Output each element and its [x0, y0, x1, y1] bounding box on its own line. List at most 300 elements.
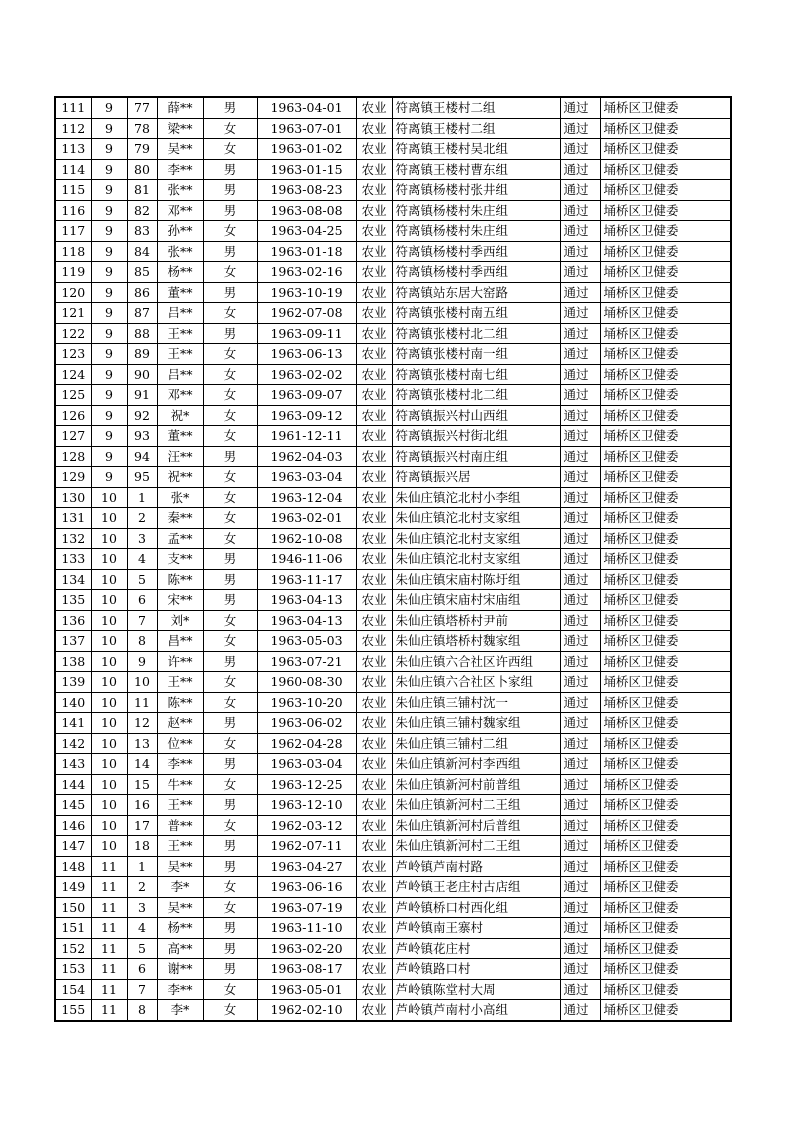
cell-row-number: 116 [55, 200, 91, 221]
cell-name: 董** [157, 282, 203, 303]
cell-department: 埇桥区卫健委 [600, 795, 731, 816]
cell-gender: 女 [203, 877, 257, 898]
cell-name: 牛** [157, 774, 203, 795]
cell-gender: 男 [203, 836, 257, 857]
table-row [55, 549, 731, 570]
cell-batch-index: 11 [127, 692, 157, 713]
cell-status: 通过 [560, 282, 600, 303]
cell-birth-date: 1963-12-10 [257, 795, 356, 816]
cell-gender: 女 [203, 631, 257, 652]
cell-household-type: 农业 [356, 426, 392, 447]
cell-address: 符离镇振兴村南庄组 [392, 446, 560, 467]
cell-department: 埇桥区卫健委 [600, 877, 731, 898]
cell-batch-number: 9 [91, 303, 127, 324]
cell-row-number: 153 [55, 959, 91, 980]
cell-birth-date: 1963-07-19 [257, 897, 356, 918]
cell-batch-index: 92 [127, 405, 157, 426]
cell-batch-index: 88 [127, 323, 157, 344]
cell-birth-date: 1962-04-28 [257, 733, 356, 754]
cell-birth-date: 1963-02-16 [257, 262, 356, 283]
cell-gender: 女 [203, 774, 257, 795]
cell-address: 朱仙庄镇六合社区卜家组 [392, 672, 560, 693]
cell-gender: 男 [203, 651, 257, 672]
cell-household-type: 农业 [356, 159, 392, 180]
cell-household-type: 农业 [356, 344, 392, 365]
table-row [55, 159, 731, 180]
table-row [55, 631, 731, 652]
cell-row-number: 134 [55, 569, 91, 590]
cell-batch-index: 78 [127, 118, 157, 139]
cell-name: 张* [157, 487, 203, 508]
cell-household-type: 农业 [356, 405, 392, 426]
cell-name: 孙** [157, 221, 203, 242]
cell-gender: 女 [203, 426, 257, 447]
cell-status: 通过 [560, 487, 600, 508]
cell-batch-index: 15 [127, 774, 157, 795]
cell-birth-date: 1963-02-01 [257, 508, 356, 529]
cell-status: 通过 [560, 344, 600, 365]
cell-household-type: 农业 [356, 364, 392, 385]
cell-gender: 男 [203, 323, 257, 344]
cell-address: 符离镇杨楼村季西组 [392, 241, 560, 262]
cell-name: 王** [157, 672, 203, 693]
cell-name: 王** [157, 323, 203, 344]
cell-batch-number: 9 [91, 262, 127, 283]
cell-birth-date: 1963-10-19 [257, 282, 356, 303]
cell-department: 埇桥区卫健委 [600, 549, 731, 570]
cell-status: 通过 [560, 446, 600, 467]
cell-row-number: 139 [55, 672, 91, 693]
cell-status: 通过 [560, 1000, 600, 1021]
cell-row-number: 120 [55, 282, 91, 303]
table-row [55, 733, 731, 754]
cell-address: 符离镇振兴村山西组 [392, 405, 560, 426]
cell-row-number: 130 [55, 487, 91, 508]
cell-department: 埇桥区卫健委 [600, 672, 731, 693]
table-row [55, 426, 731, 447]
cell-batch-index: 8 [127, 631, 157, 652]
cell-batch-number: 11 [91, 918, 127, 939]
cell-batch-index: 14 [127, 754, 157, 775]
cell-address: 符离镇振兴居 [392, 467, 560, 488]
cell-status: 通过 [560, 323, 600, 344]
cell-birth-date: 1963-08-23 [257, 180, 356, 201]
cell-batch-index: 7 [127, 610, 157, 631]
cell-name: 董** [157, 426, 203, 447]
cell-row-number: 155 [55, 1000, 91, 1021]
cell-address: 符离镇杨楼村张井组 [392, 180, 560, 201]
cell-birth-date: 1963-08-08 [257, 200, 356, 221]
cell-gender: 女 [203, 467, 257, 488]
cell-birth-date: 1963-10-20 [257, 692, 356, 713]
cell-department: 埇桥区卫健委 [600, 692, 731, 713]
cell-batch-number: 10 [91, 733, 127, 754]
cell-household-type: 农业 [356, 856, 392, 877]
cell-status: 通过 [560, 262, 600, 283]
cell-batch-index: 12 [127, 713, 157, 734]
cell-birth-date: 1961-12-11 [257, 426, 356, 447]
cell-batch-number: 9 [91, 405, 127, 426]
cell-birth-date: 1963-12-04 [257, 487, 356, 508]
table-row [55, 774, 731, 795]
table-row [55, 918, 731, 939]
table-row [55, 590, 731, 611]
cell-name: 杨** [157, 262, 203, 283]
cell-household-type: 农业 [356, 569, 392, 590]
cell-name: 吕** [157, 364, 203, 385]
cell-batch-index: 3 [127, 897, 157, 918]
cell-address: 朱仙庄镇新河村前普组 [392, 774, 560, 795]
cell-address: 符离镇张楼村南一组 [392, 344, 560, 365]
cell-address: 朱仙庄镇三铺村沈一 [392, 692, 560, 713]
cell-household-type: 农业 [356, 836, 392, 857]
cell-gender: 女 [203, 221, 257, 242]
cell-status: 通过 [560, 713, 600, 734]
cell-department: 埇桥区卫健委 [600, 508, 731, 529]
cell-batch-index: 4 [127, 918, 157, 939]
cell-row-number: 111 [55, 97, 91, 118]
cell-gender: 女 [203, 118, 257, 139]
cell-batch-index: 4 [127, 549, 157, 570]
cell-gender: 女 [203, 815, 257, 836]
cell-household-type: 农业 [356, 877, 392, 898]
cell-birth-date: 1963-09-11 [257, 323, 356, 344]
cell-birth-date: 1963-06-13 [257, 344, 356, 365]
cell-birth-date: 1962-04-03 [257, 446, 356, 467]
cell-department: 埇桥区卫健委 [600, 856, 731, 877]
cell-name: 宋** [157, 590, 203, 611]
table-row [55, 262, 731, 283]
cell-batch-number: 9 [91, 159, 127, 180]
table-row [55, 795, 731, 816]
cell-address: 朱仙庄镇沱北村小李组 [392, 487, 560, 508]
cell-household-type: 农业 [356, 959, 392, 980]
table-row [55, 118, 731, 139]
cell-address: 符离镇杨楼村朱庄组 [392, 200, 560, 221]
cell-batch-number: 9 [91, 344, 127, 365]
cell-batch-number: 10 [91, 672, 127, 693]
cell-household-type: 农业 [356, 918, 392, 939]
cell-department: 埇桥区卫健委 [600, 713, 731, 734]
cell-name: 支** [157, 549, 203, 570]
cell-row-number: 128 [55, 446, 91, 467]
cell-gender: 男 [203, 241, 257, 262]
cell-row-number: 151 [55, 918, 91, 939]
table-row [55, 200, 731, 221]
cell-gender: 男 [203, 590, 257, 611]
cell-batch-index: 94 [127, 446, 157, 467]
cell-name: 邓** [157, 200, 203, 221]
cell-batch-number: 10 [91, 549, 127, 570]
cell-name: 昌** [157, 631, 203, 652]
cell-department: 埇桥区卫健委 [600, 426, 731, 447]
cell-name: 刘* [157, 610, 203, 631]
table-row [55, 692, 731, 713]
cell-batch-index: 3 [127, 528, 157, 549]
cell-gender: 男 [203, 282, 257, 303]
cell-address: 符离镇张楼村北二组 [392, 385, 560, 406]
cell-batch-index: 7 [127, 979, 157, 1000]
table-row [55, 221, 731, 242]
cell-address: 芦岭镇陈堂村大周 [392, 979, 560, 1000]
cell-batch-index: 79 [127, 139, 157, 160]
cell-household-type: 农业 [356, 815, 392, 836]
cell-status: 通过 [560, 97, 600, 118]
cell-batch-number: 9 [91, 118, 127, 139]
cell-address: 芦岭镇芦南村小高组 [392, 1000, 560, 1021]
cell-row-number: 121 [55, 303, 91, 324]
cell-name: 秦** [157, 508, 203, 529]
cell-name: 吕** [157, 303, 203, 324]
cell-name: 吴** [157, 897, 203, 918]
cell-row-number: 129 [55, 467, 91, 488]
cell-status: 通过 [560, 754, 600, 775]
cell-row-number: 132 [55, 528, 91, 549]
cell-status: 通过 [560, 959, 600, 980]
cell-name: 王** [157, 795, 203, 816]
cell-address: 朱仙庄镇宋庙村宋庙组 [392, 590, 560, 611]
cell-status: 通过 [560, 180, 600, 201]
cell-department: 埇桥区卫健委 [600, 631, 731, 652]
cell-address: 朱仙庄镇沱北村支家组 [392, 549, 560, 570]
cell-batch-index: 91 [127, 385, 157, 406]
cell-batch-number: 10 [91, 590, 127, 611]
cell-row-number: 138 [55, 651, 91, 672]
cell-household-type: 农业 [356, 692, 392, 713]
cell-department: 埇桥区卫健委 [600, 815, 731, 836]
table-row [55, 241, 731, 262]
cell-batch-number: 9 [91, 282, 127, 303]
cell-household-type: 农业 [356, 590, 392, 611]
cell-batch-index: 83 [127, 221, 157, 242]
cell-batch-number: 9 [91, 385, 127, 406]
cell-status: 通过 [560, 528, 600, 549]
cell-gender: 男 [203, 569, 257, 590]
table-row [55, 959, 731, 980]
cell-row-number: 148 [55, 856, 91, 877]
table-row [55, 97, 731, 118]
cell-status: 通过 [560, 631, 600, 652]
cell-gender: 男 [203, 97, 257, 118]
cell-row-number: 154 [55, 979, 91, 1000]
cell-status: 通过 [560, 938, 600, 959]
cell-household-type: 农业 [356, 508, 392, 529]
cell-batch-index: 77 [127, 97, 157, 118]
table-row [55, 651, 731, 672]
records-table [54, 96, 732, 1022]
cell-address: 符离镇站东居大窑路 [392, 282, 560, 303]
cell-department: 埇桥区卫健委 [600, 918, 731, 939]
cell-row-number: 150 [55, 897, 91, 918]
cell-department: 埇桥区卫健委 [600, 97, 731, 118]
cell-birth-date: 1963-01-02 [257, 139, 356, 160]
cell-birth-date: 1963-04-25 [257, 221, 356, 242]
cell-batch-number: 10 [91, 815, 127, 836]
table-row [55, 836, 731, 857]
cell-gender: 男 [203, 918, 257, 939]
cell-department: 埇桥区卫健委 [600, 959, 731, 980]
cell-birth-date: 1963-03-04 [257, 754, 356, 775]
cell-gender: 女 [203, 1000, 257, 1021]
cell-household-type: 农业 [356, 938, 392, 959]
table-row [55, 528, 731, 549]
cell-birth-date: 1963-01-15 [257, 159, 356, 180]
cell-birth-date: 1963-08-17 [257, 959, 356, 980]
cell-status: 通过 [560, 856, 600, 877]
cell-address: 符离镇王楼村二组 [392, 97, 560, 118]
cell-birth-date: 1963-02-20 [257, 938, 356, 959]
cell-batch-index: 9 [127, 651, 157, 672]
cell-address: 芦岭镇芦南村路 [392, 856, 560, 877]
cell-department: 埇桥区卫健委 [600, 528, 731, 549]
cell-name: 李** [157, 979, 203, 1000]
cell-batch-index: 13 [127, 733, 157, 754]
cell-row-number: 119 [55, 262, 91, 283]
cell-status: 通过 [560, 610, 600, 631]
cell-birth-date: 1962-02-10 [257, 1000, 356, 1021]
cell-department: 埇桥区卫健委 [600, 282, 731, 303]
cell-batch-index: 93 [127, 426, 157, 447]
cell-household-type: 农业 [356, 733, 392, 754]
cell-row-number: 123 [55, 344, 91, 365]
cell-gender: 男 [203, 754, 257, 775]
cell-household-type: 农业 [356, 795, 392, 816]
cell-batch-number: 11 [91, 938, 127, 959]
cell-batch-number: 9 [91, 426, 127, 447]
cell-gender: 女 [203, 385, 257, 406]
cell-batch-index: 86 [127, 282, 157, 303]
cell-gender: 男 [203, 159, 257, 180]
cell-name: 王** [157, 836, 203, 857]
cell-department: 埇桥区卫健委 [600, 200, 731, 221]
table-row [55, 467, 731, 488]
table-row [55, 610, 731, 631]
cell-birth-date: 1962-07-11 [257, 836, 356, 857]
cell-row-number: 133 [55, 549, 91, 570]
cell-department: 埇桥区卫健委 [600, 180, 731, 201]
cell-name: 张** [157, 180, 203, 201]
cell-department: 埇桥区卫健委 [600, 938, 731, 959]
cell-batch-index: 89 [127, 344, 157, 365]
cell-status: 通过 [560, 979, 600, 1000]
cell-row-number: 135 [55, 590, 91, 611]
cell-row-number: 126 [55, 405, 91, 426]
cell-birth-date: 1963-04-01 [257, 97, 356, 118]
cell-batch-number: 9 [91, 467, 127, 488]
cell-batch-index: 2 [127, 508, 157, 529]
cell-birth-date: 1963-04-13 [257, 610, 356, 631]
cell-department: 埇桥区卫健委 [600, 897, 731, 918]
cell-gender: 女 [203, 344, 257, 365]
cell-status: 通过 [560, 405, 600, 426]
cell-household-type: 农业 [356, 118, 392, 139]
cell-household-type: 农业 [356, 979, 392, 1000]
cell-batch-index: 17 [127, 815, 157, 836]
cell-batch-number: 11 [91, 877, 127, 898]
cell-department: 埇桥区卫健委 [600, 139, 731, 160]
cell-department: 埇桥区卫健委 [600, 118, 731, 139]
cell-name: 李** [157, 754, 203, 775]
cell-department: 埇桥区卫健委 [600, 364, 731, 385]
cell-name: 陈** [157, 692, 203, 713]
cell-household-type: 农业 [356, 774, 392, 795]
cell-address: 朱仙庄镇新河村二王组 [392, 795, 560, 816]
cell-household-type: 农业 [356, 713, 392, 734]
cell-name: 汪** [157, 446, 203, 467]
cell-birth-date: 1963-09-12 [257, 405, 356, 426]
cell-household-type: 农业 [356, 97, 392, 118]
cell-batch-number: 10 [91, 692, 127, 713]
cell-department: 埇桥区卫健委 [600, 754, 731, 775]
cell-batch-index: 90 [127, 364, 157, 385]
cell-department: 埇桥区卫健委 [600, 405, 731, 426]
cell-name: 普** [157, 815, 203, 836]
cell-birth-date: 1963-11-10 [257, 918, 356, 939]
cell-household-type: 农业 [356, 180, 392, 201]
cell-name: 许** [157, 651, 203, 672]
cell-name: 谢** [157, 959, 203, 980]
cell-batch-index: 18 [127, 836, 157, 857]
cell-birth-date: 1963-07-21 [257, 651, 356, 672]
cell-row-number: 144 [55, 774, 91, 795]
cell-address: 符离镇王楼村曹东组 [392, 159, 560, 180]
cell-gender: 女 [203, 303, 257, 324]
cell-department: 埇桥区卫健委 [600, 446, 731, 467]
cell-department: 埇桥区卫健委 [600, 651, 731, 672]
cell-row-number: 152 [55, 938, 91, 959]
cell-department: 埇桥区卫健委 [600, 1000, 731, 1021]
cell-birth-date: 1963-04-13 [257, 590, 356, 611]
table-row [55, 508, 731, 529]
cell-status: 通过 [560, 159, 600, 180]
cell-birth-date: 1963-02-02 [257, 364, 356, 385]
cell-name: 张** [157, 241, 203, 262]
cell-name: 梁** [157, 118, 203, 139]
cell-status: 通过 [560, 590, 600, 611]
cell-gender: 女 [203, 405, 257, 426]
cell-gender: 女 [203, 528, 257, 549]
cell-status: 通过 [560, 836, 600, 857]
cell-address: 符离镇振兴村街北组 [392, 426, 560, 447]
cell-gender: 男 [203, 180, 257, 201]
cell-batch-number: 10 [91, 508, 127, 529]
cell-address: 朱仙庄镇塔桥村尹前 [392, 610, 560, 631]
cell-birth-date: 1963-01-18 [257, 241, 356, 262]
cell-name: 杨** [157, 918, 203, 939]
cell-batch-index: 2 [127, 877, 157, 898]
cell-row-number: 146 [55, 815, 91, 836]
cell-batch-index: 6 [127, 959, 157, 980]
cell-household-type: 农业 [356, 754, 392, 775]
cell-name: 赵** [157, 713, 203, 734]
cell-gender: 男 [203, 446, 257, 467]
cell-gender: 女 [203, 692, 257, 713]
cell-status: 通过 [560, 200, 600, 221]
cell-department: 埇桥区卫健委 [600, 774, 731, 795]
cell-row-number: 113 [55, 139, 91, 160]
cell-batch-index: 16 [127, 795, 157, 816]
cell-address: 朱仙庄镇六合社区许西组 [392, 651, 560, 672]
cell-department: 埇桥区卫健委 [600, 569, 731, 590]
cell-gender: 女 [203, 733, 257, 754]
cell-name: 陈** [157, 569, 203, 590]
cell-household-type: 农业 [356, 385, 392, 406]
cell-gender: 男 [203, 713, 257, 734]
cell-batch-index: 1 [127, 487, 157, 508]
cell-address: 朱仙庄镇沱北村支家组 [392, 528, 560, 549]
cell-batch-number: 9 [91, 139, 127, 160]
cell-status: 通过 [560, 508, 600, 529]
